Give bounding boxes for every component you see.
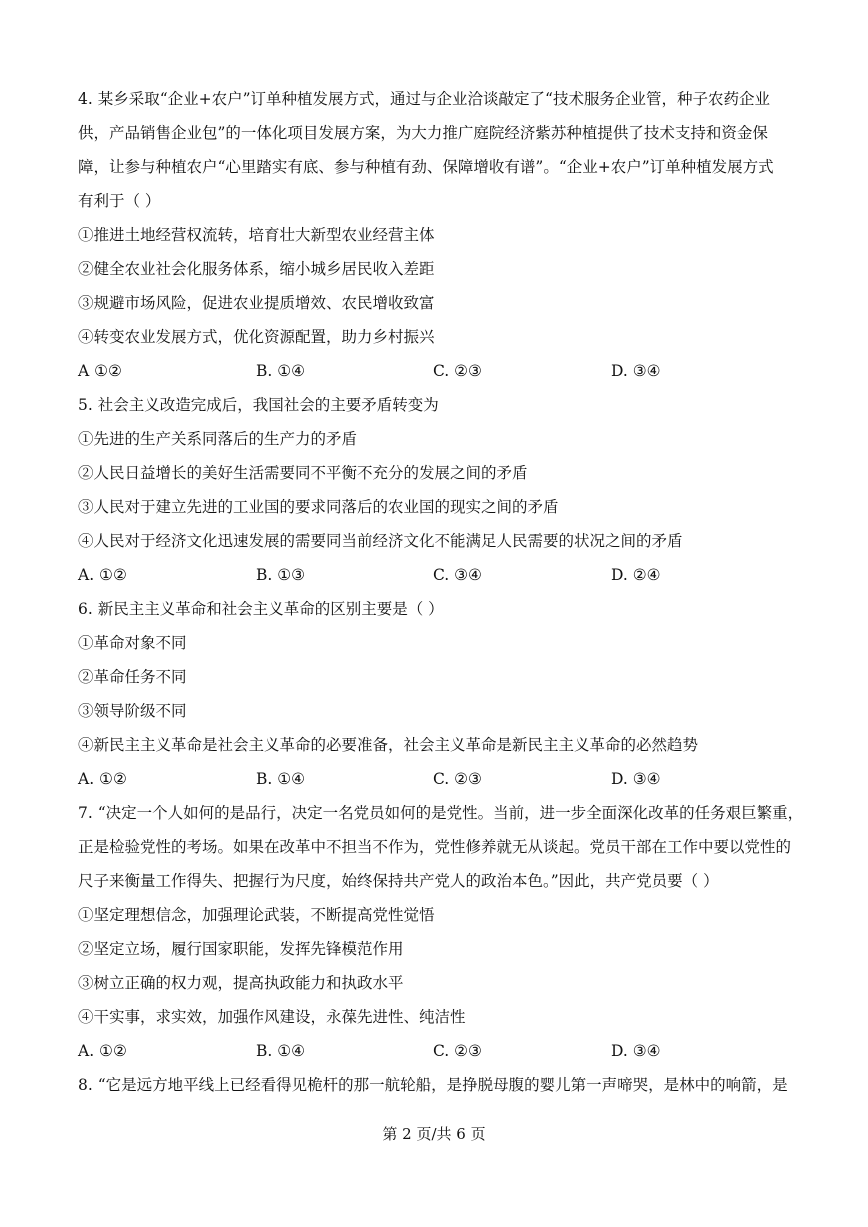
question-6-item-4: ④新民主主义革命是社会主义革命的必要准备，社会主义革命是新民主主义革命的必然趋势 bbox=[78, 736, 699, 754]
question-5-item-1: ①先进的生产关系同落后的生产力的矛盾 bbox=[78, 430, 358, 448]
question-6-item-1: ①革命对象不同 bbox=[78, 634, 187, 652]
option-b: B. ①④ bbox=[256, 362, 306, 380]
option-a: A. ①② bbox=[78, 770, 127, 788]
question-6-item-3: ③领导阶级不同 bbox=[78, 702, 187, 720]
option-c: C. ③④ bbox=[433, 566, 482, 584]
question-4-stem-line-3: 障，让参与种植农户“心里踏实有底、参与种植有劲、保障增收有谱”。“企业+农户”订单种植发展方式 bbox=[78, 158, 774, 176]
question-4-options bbox=[78, 356, 794, 390]
option-c: C. ②③ bbox=[433, 362, 482, 380]
question-4-item-4: ④转变农业发展方式，优化资源配置，助力乡村振兴 bbox=[78, 328, 435, 346]
option-d: D. ③④ bbox=[611, 362, 661, 380]
question-7 bbox=[78, 798, 804, 1070]
question-5-stem-line-1: 5. 社会主义改造完成后，我国社会的主要矛盾转变为 bbox=[78, 396, 439, 414]
option-a: A. ①② bbox=[78, 566, 127, 584]
option-b: B. ①④ bbox=[256, 1042, 306, 1060]
question-4-item-3: ③规避市场风险，促进农业提质增效、农民增收致富 bbox=[78, 294, 435, 312]
question-4-stem-line-4: 有利于（ ） bbox=[78, 192, 161, 210]
question-7-item-3: ③树立正确的权力观，提高执政能力和执政水平 bbox=[78, 974, 404, 992]
option-c: C. ②③ bbox=[433, 1042, 482, 1060]
question-7-item-2: ②坚定立场，履行国家职能，发挥先锋模范作用 bbox=[78, 940, 404, 958]
question-7-stem-line-1: 7. “决定一个人如何的是品行，决定一名党员如何的是党性。当前，进一步全面深化改革的任务艰巨繁重， bbox=[78, 804, 804, 822]
option-d: D. ③④ bbox=[611, 1042, 661, 1060]
question-6-stem-line-1: 6. 新民主主义革命和社会主义革命的区别主要是（ ） bbox=[78, 600, 444, 618]
question-6-options bbox=[78, 764, 794, 798]
option-c: C. ②③ bbox=[433, 770, 482, 788]
question-4-stem-line-1: 4. 某乡采取“企业+农户”订单种植发展方式，通过与企业洽谈敲定了“技术服务企业管，种子农药企业 bbox=[78, 90, 770, 108]
question-5 bbox=[78, 390, 794, 594]
question-4-stem-line-2: 供，产品销售企业包”的一体化项目发展方案，为大力推广庭院经济紫苏种植提供了技术支持和资金保 bbox=[78, 124, 768, 142]
option-d: D. ③④ bbox=[611, 770, 661, 788]
question-6 bbox=[78, 594, 794, 798]
question-7-item-4: ④干实事，求实效，加强作风建设，永葆先进性、纯洁性 bbox=[78, 1008, 466, 1026]
question-4-item-1: ①推进土地经营权流转，培育壮大新型农业经营主体 bbox=[78, 226, 435, 244]
page-footer: 第 2 页/共 6 页 bbox=[382, 1125, 486, 1143]
option-d: D. ②④ bbox=[611, 566, 661, 584]
question-8 bbox=[78, 1070, 794, 1104]
option-b: B. ①④ bbox=[256, 770, 306, 788]
question-7-stem-line-2: 正是检验党性的考场。如果在改革中不担当不作为，党性修养就无从谈起。党员干部在工作中要以党性的 bbox=[78, 838, 792, 856]
exam-page bbox=[78, 84, 804, 1104]
question-7-options bbox=[78, 1036, 794, 1070]
option-b: B. ①③ bbox=[256, 566, 306, 584]
question-5-item-4: ④人民对于经济文化迅速发展的需要同当前经济文化不能满足人民需要的状况之间的矛盾 bbox=[78, 532, 683, 550]
option-a: A. ①② bbox=[78, 1042, 127, 1060]
question-7-stem-line-3: 尺子来衡量工作得失、把握行为尺度，始终保持共产党人的政治本色。”因此，共产党员要（ ） bbox=[78, 872, 719, 890]
question-5-options bbox=[78, 560, 794, 594]
question-8-stem-line-1: 8. “它是远方地平线上已经看得见桅杆的那一航轮船，是挣脱母腹的婴儿第一声啼哭，是林中的响箭，是 bbox=[78, 1076, 788, 1094]
question-5-item-2: ②人民日益增长的美好生活需要同不平衡不充分的发展之间的矛盾 bbox=[78, 464, 528, 482]
question-5-item-3: ③人民对于建立先进的工业国的要求同落后的农业国的现实之间的矛盾 bbox=[78, 498, 559, 516]
question-6-item-2: ②革命任务不同 bbox=[78, 668, 187, 686]
question-7-item-1: ①坚定理想信念，加强理论武装，不断提高党性觉悟 bbox=[78, 906, 435, 924]
question-4-item-2: ②健全农业社会化服务体系，缩小城乡居民收入差距 bbox=[78, 260, 435, 278]
option-a: A ①② bbox=[78, 362, 122, 380]
question-4 bbox=[78, 84, 794, 390]
